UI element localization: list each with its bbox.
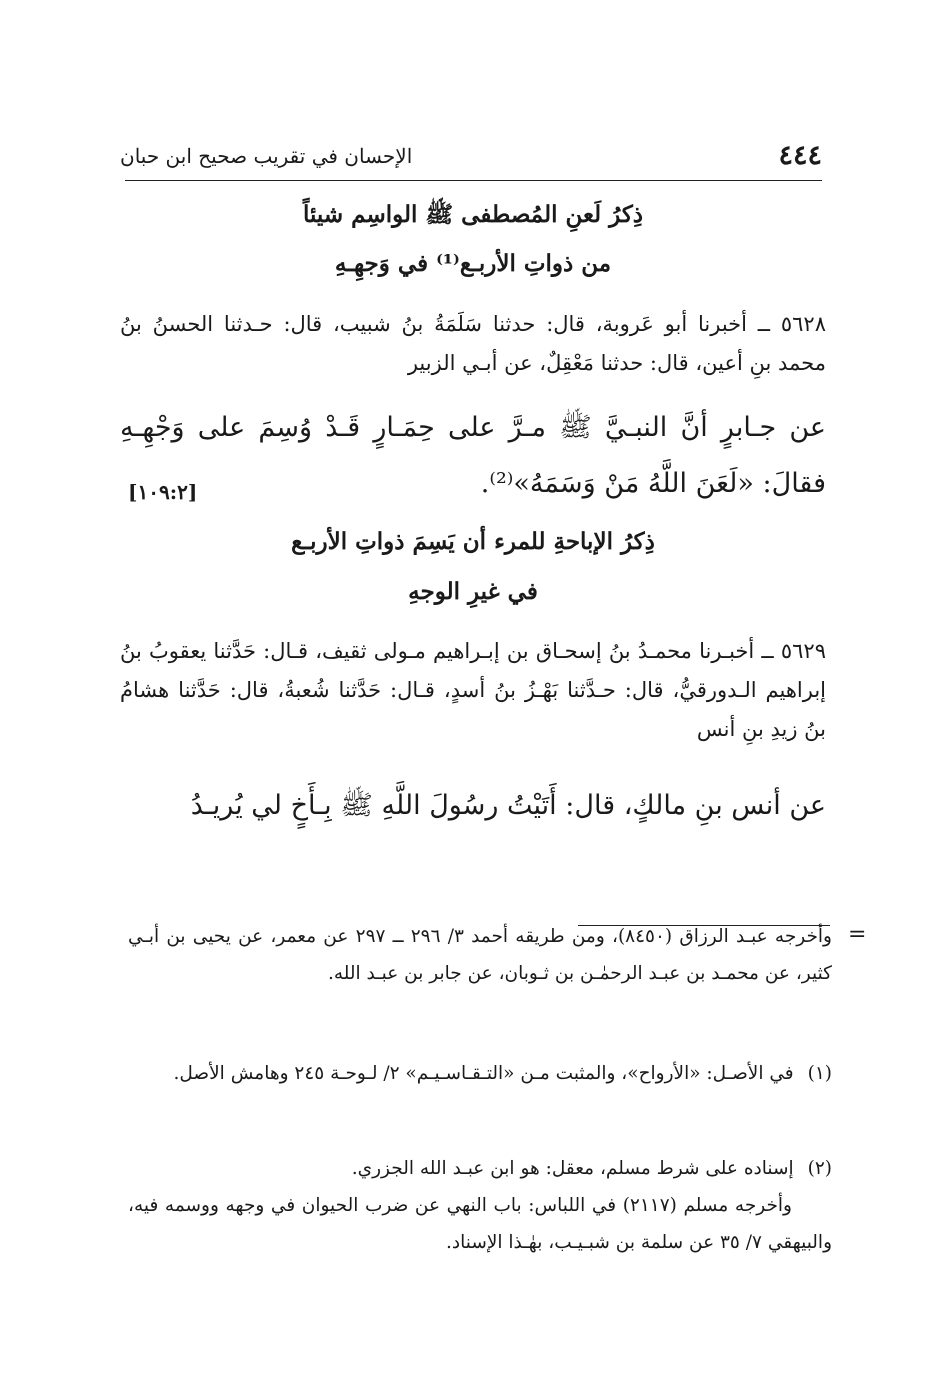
footnote-2 xyxy=(128,1150,832,1261)
section2-heading-line2: في غيرِ الوجهِ xyxy=(408,578,538,605)
footnote-1-number: (١) xyxy=(807,1063,832,1084)
section2-heading-line1: ذِكرُ الإباحةِ للمرء أن يَسِمَ ذواتِ الأربـع xyxy=(291,528,655,555)
footnote-2-text: إسناده على شرط مسلم، معقل: هو ابن عبـد الله الجزري. xyxy=(351,1158,794,1179)
hadith-5629-matn: عن أنس بنِ مالكٍ، قال: أَتَيْتُ رسُولَ اللَّهِ ﷺ بِـأَخٍ لي يُريـدُ xyxy=(190,790,826,821)
footnote-2-continuation: وأخرجه مسلم (٢١١٧) في اللباس: باب النهي عن ضرب الحيوان في وجهه ووسمه فيه، والبيهقي ٧/ ٣٥ عن سلمة بن شبـيـب، بهٰـذا الإسناد. xyxy=(128,1195,832,1253)
page-number: ٤٤٤ xyxy=(778,140,822,171)
hadith-5628-matn: عن جـابرٍ أنَّ النبـيَّ ﷺ مـرَّ على حِمَـارٍ قَـدْ وُسِمَ على وَجْهِـهِ فقالَ: «لَعَنَ اللَّهُ مَنْ وَسَمَهُ»⁽²⁾. xyxy=(120,412,826,499)
running-title: الإحسان في تقريب صحيح ابن حبان xyxy=(120,144,413,168)
section1-heading-line2: من ذواتِ الأربـع⁽¹⁾ في وَجهِـهِ xyxy=(334,250,612,277)
footnote-2-number: (٢) xyxy=(807,1158,832,1179)
footnote-1-text: في الأصـل: «الأرواح»، والمثبت مـن «التـقـاسـيـم» ٢/ لـوحـة ٢٤٥ وهامش الأصل. xyxy=(173,1063,794,1084)
hadith-5628-isnad: ٥٦٢٨ ــ أخبرنا أبو عَروبة، قال: حدثنا سَلَمَةُ بنُ شبيب، قال: حـدثنا الحسنُ بنُ محمد بنِ أعين، قال: حدثنا مَعْقِلٌ، عن أبـي الزبير xyxy=(120,312,826,375)
footnote-continuation: وأخرجه عبـد الرزاق (٨٤٥٠)، ومن طريقه أحمد ٣/ ٢٩٦ ــ ٢٩٧ عن معمر، عن يحيى بن أبـي كثير، عن محمـد بن عبـد الرحمٰـن بن ثـوبان، عن جابر بن عبـد الله. xyxy=(128,926,832,984)
hadith-5629-isnad: ٥٦٢٩ ــ أخبـرنا محمـدُ بنُ إسحـاق بن إبـراهيم مـولى ثقيف، قـال: حَدَّثنا يعقوبُ بنُ إبراهيم الـدورقيُّ، قال: حـدَّثنا بَهْـزُ بنُ أسدٍ، قـال: حَدَّثنا شُعبةُ، قال: حَدَّثنا هشامُ بنُ زيدِ بنِ أنس xyxy=(120,639,826,741)
section1-heading-line1: ذِكرُ لَعنِ المُصطفى ﷺ الواسِم شيئاً xyxy=(302,201,644,228)
footnote-1 xyxy=(128,1055,832,1092)
header-rule xyxy=(125,180,822,181)
continuation-mark: = xyxy=(848,922,867,947)
hadith-5628-reference: [١٠٩:٢] xyxy=(128,480,198,504)
